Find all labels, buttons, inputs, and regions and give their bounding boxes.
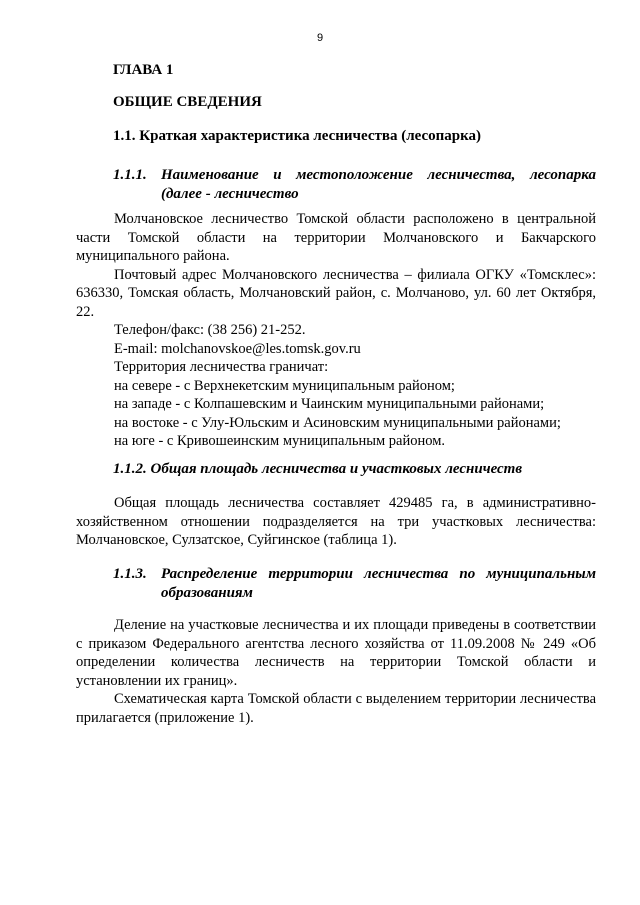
area-text-block <box>76 494 596 550</box>
subsection-heading-1-1-3 <box>113 565 596 603</box>
borders-intro-line: Территория лесничества граничат: <box>114 359 329 375</box>
subsection-title-part-1: Распределение территории лесничества по муниципальным <box>161 566 596 582</box>
border-north-line: на севере - с Верхнекетским муниципальным районом; <box>114 377 455 394</box>
chapter-heading: ГЛАВА 1 <box>113 62 174 78</box>
phone-line: Телефон/факс: (38 256) 21-252. <box>114 322 306 338</box>
subsection-heading-1-1-2: 1.1.2. Общая площадь лесничества и участковых лесничеств <box>113 461 523 477</box>
subsection-title-part-2: (далее - лесничество <box>161 186 299 202</box>
subsection-title-part-1: Наименование и местоположение лесничества, лесопарка <box>161 167 596 183</box>
division-paragraph: Деление на участковые лесничества и их площади приведены в соответствии с приказом Федерального агентства лесного хозяйства от 11.09.2008 № 249 «Об определении количества лесничеств на территории Томской области и установлении их границ». <box>76 617 596 689</box>
postal-address-paragraph: Почтовый адрес Молчановского лесничества – филиала ОГКУ «Томсклес»: 636330, Томская область, Молчановский район, с. Молчаново, ул. 60 лет Октября, 22. <box>76 266 596 320</box>
location-paragraph: Молчановское лесничество Томской области расположено в центральной части Томской области на территории Молчановского и Бакчарского муниципального района. <box>76 211 596 264</box>
email-line: E-mail: molchanovskoe@les.tomsk.gov.ru <box>114 340 361 357</box>
subsection-number: 1.1.1. <box>113 167 147 183</box>
distribution-text-block <box>76 616 596 727</box>
border-south-line: на юге - с Кривошеинским муниципальным районом. <box>114 433 445 449</box>
location-text-block <box>76 210 596 451</box>
subsection-heading-1-1-1 <box>113 166 596 204</box>
subsection-heading-line-1 <box>113 166 596 185</box>
section-heading-1-1: 1.1. Краткая характеристика лесничества (лесопарка) <box>113 128 482 144</box>
chapter-title: ОБЩИЕ СВЕДЕНИЯ <box>113 94 262 110</box>
subsection-number: 1.1.3. <box>113 566 147 582</box>
subsection-heading-line-1 <box>113 565 596 584</box>
border-east-line: на востоке - с Улу-Юльским и Асиновским муниципальными районами; <box>114 414 561 431</box>
border-west-line: на западе - с Колпашевским и Чаинским муниципальными районами; <box>114 396 545 412</box>
area-paragraph: Общая площадь лесничества составляет 429485 га, в административно-хозяйственном отношении подразделяется на три участковых лесничества: Молчановское, Сулзатское, Суйгинское (таблица 1). <box>76 495 596 548</box>
page-number: 9 <box>316 32 324 44</box>
map-paragraph: Схематическая карта Томской области с выделением территории лесничества прилагается (приложение 1). <box>76 691 596 726</box>
subsection-title-part-2: образованиям <box>161 585 253 601</box>
